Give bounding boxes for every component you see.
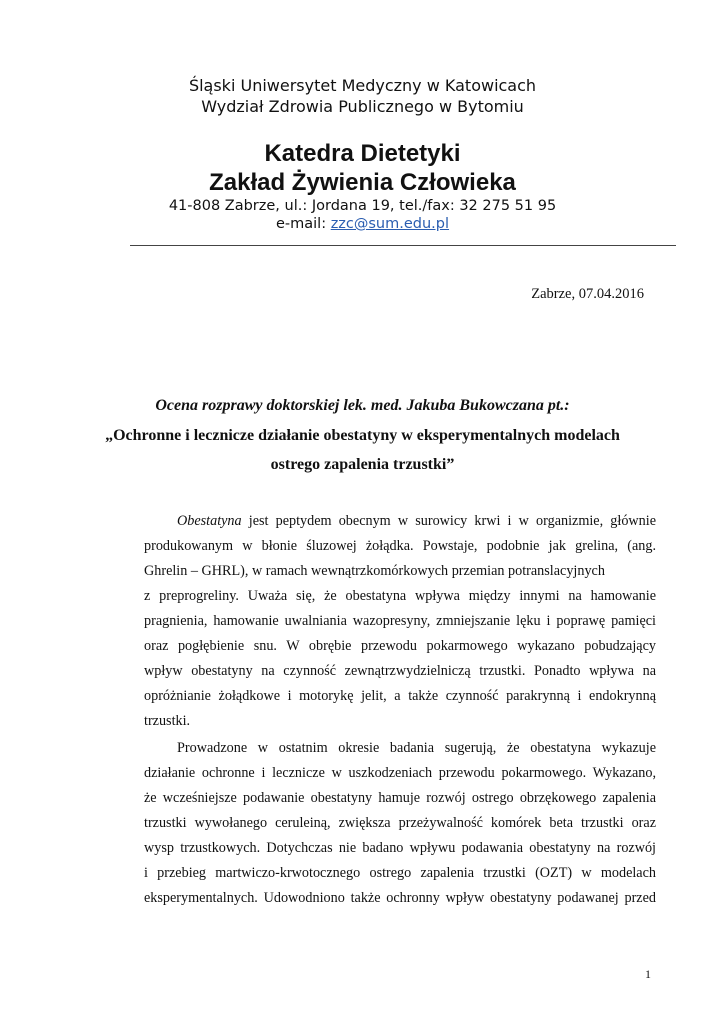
unit-name: Zakład Żywienia Człowieka <box>209 169 516 196</box>
dissertation-title-line-1: „Ochronne i lecznicze działanie obestatyny w eksperymentalnych modelach <box>105 427 620 444</box>
email-line <box>0 216 725 232</box>
body-line: że wcześniejsze podawanie obestatyny hamuje rozwój ostrego obrzękowego zapalenia <box>144 790 656 806</box>
emphasized-term: Obestatyna <box>177 513 242 529</box>
body-line: wpływ obestatyny na czynność zewnątrzwydzielniczą trzustki. Ponadto wpływa na <box>144 663 656 679</box>
body-line: działanie ochronne i lecznicze w uszkodzeniach przewodu pokarmowego. Wykazano, <box>144 765 656 781</box>
review-title: Ocena rozprawy doktorskiej lek. med. Jakuba Bukowczana pt.: <box>155 397 570 414</box>
body-line: Obestatyna jest peptydem obecnym w surowicy krwi i w organizmie, głównie <box>177 513 656 529</box>
body-line: pragnienia, hamowanie uwalniania wazopresyny, zmniejszanie lęku i poprawę pamięci <box>144 613 656 629</box>
body-line: trzustki. <box>144 713 191 729</box>
department-name: Katedra Dietetyki <box>264 140 461 167</box>
email-label: e-mail: <box>275 216 331 232</box>
body-line: opróżnianie żołądkowe i motorykę jelit, a także czynność parakrynną i endokrynną <box>144 688 656 704</box>
document-date: Zabrze, 07.04.2016 <box>531 286 644 302</box>
body-line: z preprogreliny. Uważa się, że obestatyna wpływa między innymi na hamowanie <box>144 588 656 604</box>
body-line: oraz pogłębienie snu. W obrębie przewodu pokarmowego wykazano pobudzający <box>144 638 656 654</box>
body-line: Ghrelin – GHRL), w ramach wewnątrzkomórkowych przemian potranslacyjnych <box>144 563 605 579</box>
header-divider <box>130 245 676 246</box>
faculty-name: Wydział Zdrowia Publicznego w Bytomiu <box>201 97 524 116</box>
body-line: i przebieg martwiczo-krwotocznego ostrego zapalenia trzustki (OZT) w modelach <box>144 865 656 881</box>
body-line: eksperymentalnych. Udowodniono także ochronny wpływ obestatyny podawanej przed <box>144 890 656 906</box>
email-link[interactable]: zzc@sum.edu.pl <box>330 216 450 232</box>
address-line: 41-808 Zabrze, ul.: Jordana 19, tel./fax: 32 275 51 95 <box>168 198 557 214</box>
dissertation-title-line-2: ostrego zapalenia trzustki” <box>270 456 455 473</box>
body-line: Prowadzone w ostatnim okresie badania sugerują, że obestatyna wykazuje <box>177 740 656 756</box>
body-line: trzustki wywołanego ceruleiną, zwiększa przeżywalność komórek beta trzustki oraz <box>144 815 656 831</box>
body-line: produkowanym w błonie śluzowej żołądka. Powstaje, podobnie jak grelina, (ang. <box>144 538 656 554</box>
page-number: 1 <box>645 967 651 981</box>
body-line: wysp trzustkowych. Dotychczas nie badano wpływu podawania obestatyny na rozwój <box>144 840 656 856</box>
university-name: Śląski Uniwersytet Medyczny w Katowicach <box>188 76 537 95</box>
